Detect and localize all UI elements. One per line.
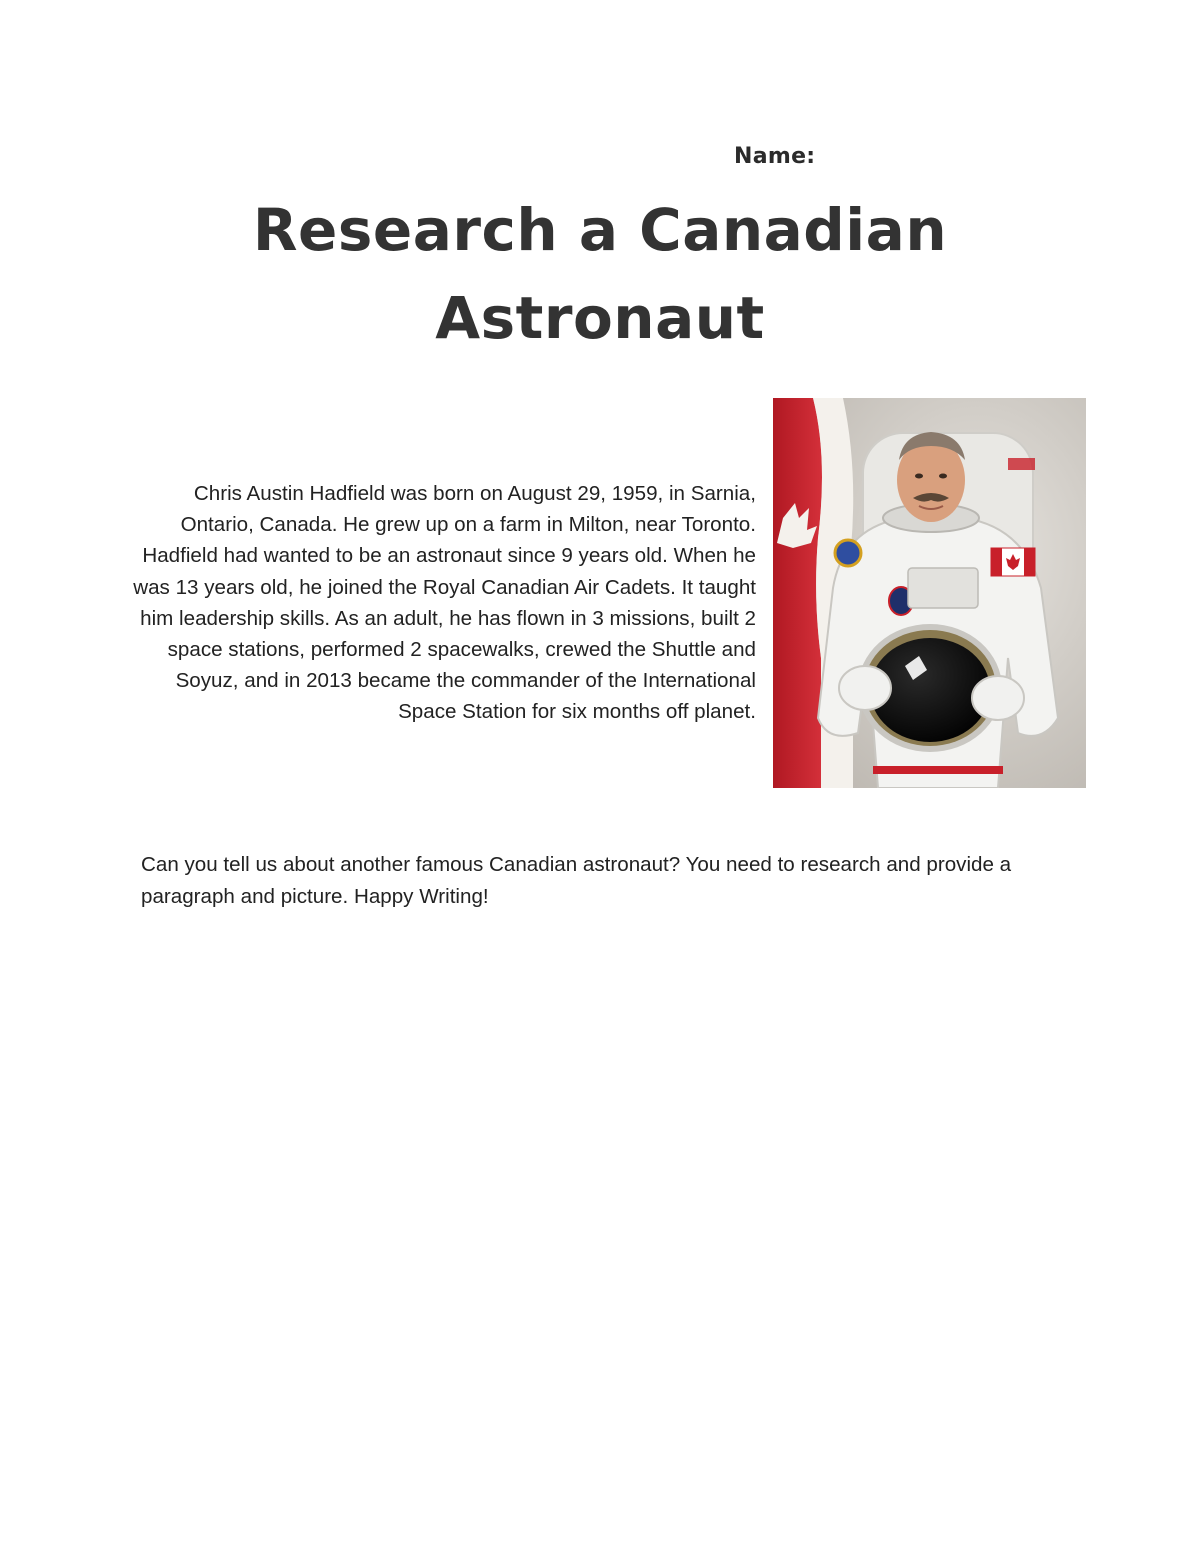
name-field-label: Name: (734, 144, 816, 169)
research-prompt-paragraph: Can you tell us about another famous Canadian astronaut? You need to research and provide a paragraph and picture. Happy Writing! (141, 853, 1012, 908)
page-title-line-2: Astronaut (435, 284, 765, 352)
astronaut-photo (773, 398, 1086, 788)
page-title (200, 186, 1000, 362)
biography-paragraph: Chris Austin Hadfield was born on August 29, 1959, in Sarnia, Ontario, Canada. He grew up on a farm in Milton, near Toronto. Hadfield had wanted to be an astronaut since 9 years old. When he was 13 years old, he joined the Royal Canadian Air Cadets. It taught him leadership skills. As an adult, he has flown in 3 missions, built 2 space stations, performed 2 spacewalks, crewed the Shuttle and Soyuz, and in 2013 became the commander of the International Space Station for six months off planet. (133, 482, 756, 724)
page-title-line-1: Research a Canadian (252, 196, 948, 264)
astronaut-portrait-icon (773, 398, 1086, 788)
